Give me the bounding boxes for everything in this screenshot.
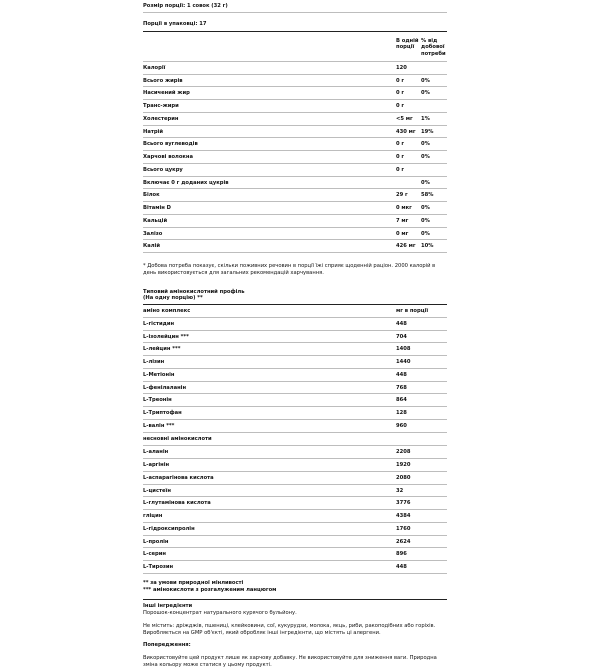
nutrient-name: Вітамін D <box>143 205 171 211</box>
amino-header-row <box>143 305 447 318</box>
amino-name: L-гідроксипролін <box>143 525 195 532</box>
amino-row <box>143 407 447 420</box>
amino-col-unit: мг в порції <box>396 308 429 314</box>
nutrient-row <box>143 113 447 126</box>
other-text2: Не містить: дріжджів, пшениці, клейковини, сої, кукурудзи, молока, яєць, риби, ракоподібних або горіхів. Виробляється на GMP об'єкті, який обробляє інші інгредієнти, що містять ці алергени. <box>143 622 436 636</box>
nutrient-name: Всього жирів <box>143 77 183 84</box>
amino-value: 2080 <box>396 474 411 481</box>
nutrient-row <box>143 100 447 113</box>
amino-row <box>143 510 447 523</box>
servings-per-container-row <box>143 13 447 32</box>
nutrient-row <box>143 177 447 190</box>
nutrient-amount: 430 мг <box>396 128 416 135</box>
amino-name: L-цистеїн <box>143 487 171 494</box>
amino-row <box>143 331 447 344</box>
amino-name: L-Триптофан <box>143 410 182 416</box>
amino-value: 3776 <box>396 500 411 507</box>
nutrient-amount: 0 г <box>396 154 405 160</box>
other-text1: Порошок-концентрат натурального курячого бульйону. <box>143 610 297 616</box>
warning-text: Використовуйте цей продукт лише як харчову добавку. Не використовуйте для зниження ваги. Природна зміна кольору може статися у цьому продукті. <box>143 655 437 668</box>
nutrient-row <box>143 87 447 100</box>
supplement-facts-panel <box>143 0 447 669</box>
nutrient-name: Насичений жир <box>143 90 190 97</box>
amino-name: L-пролін <box>143 538 169 545</box>
amino-row <box>143 548 447 561</box>
nutrient-amount: 120 <box>396 64 407 71</box>
nutrient-row <box>143 62 447 75</box>
amino-row <box>143 485 447 498</box>
amino-name: L-Метіонін <box>143 371 175 378</box>
amino-name: L-лізин <box>143 359 165 365</box>
warning-title: Попередження: <box>143 642 191 649</box>
nutrient-dv: 0% <box>421 217 430 224</box>
nutrient-row <box>143 126 447 139</box>
nutrition-footnote: * Добова потреба показує, скільки поживних речовин в порції їжі сприяє щоденній раціон. 2000 калорій в день використовується для загальних рекомендацій харчування. <box>143 263 436 276</box>
amino-title: Типовий амінокислотний профіль (На одну порцію) ** <box>143 288 245 302</box>
nutrient-row <box>143 151 447 164</box>
amino-name: L-гістидин <box>143 320 175 327</box>
nutrient-name: Холестерин <box>143 115 179 122</box>
amino-value: 448 <box>396 564 407 570</box>
nutrient-row <box>143 164 447 177</box>
nutrient-row <box>143 240 447 253</box>
amino-value: 1408 <box>396 346 411 353</box>
amino-value: 2624 <box>396 538 411 545</box>
amino-row <box>143 459 447 472</box>
nutrient-name: Кальцій <box>143 217 168 224</box>
nonessential-header: несновні амінокислоти <box>143 435 212 442</box>
amino-row <box>143 382 447 395</box>
amino-row <box>143 394 447 407</box>
nutrient-name: Всього вуглеводів <box>143 141 198 148</box>
amino-value: 960 <box>396 422 407 429</box>
nutrient-row <box>143 215 447 228</box>
nutrient-row <box>143 189 447 202</box>
nutrient-dv: 0% <box>421 77 430 84</box>
amino-name: L-Тирозин <box>143 564 174 570</box>
amino-row <box>143 343 447 356</box>
col-header-dv: % від добової потреби <box>421 37 446 57</box>
other-title: Інші інгредієнти <box>143 603 193 610</box>
nutrient-amount: 29 г <box>396 192 408 199</box>
serving-size-row <box>143 0 447 13</box>
amino-row <box>143 497 447 510</box>
other-ingredients <box>143 600 447 668</box>
amino-name: L-валін *** <box>143 422 175 429</box>
nutrient-dv: 0% <box>421 230 430 237</box>
nutrient-amount: 0 мкг <box>396 205 412 211</box>
amino-name: L-аланін <box>143 449 169 456</box>
amino-value: 32 <box>396 487 404 494</box>
nutrient-amount: 0 г <box>396 141 405 148</box>
nutrition-header-row <box>143 32 447 62</box>
amino-name: L-аспарагінова кислота <box>143 474 214 481</box>
nutrient-amount: 0 г <box>396 90 405 97</box>
nonessential-amino-rows <box>143 446 447 574</box>
amino-value: 864 <box>396 397 407 404</box>
amino-value: 2208 <box>396 449 411 456</box>
nutrient-name: Включає 0 г доданих цукрів <box>143 179 229 186</box>
col-header-amount: В одній порції <box>396 37 419 51</box>
nutrient-amount: 0 г <box>396 166 405 173</box>
nutrient-dv: 10% <box>421 243 434 250</box>
nutrient-name: Залізо <box>143 230 163 237</box>
nutrient-name: Натрій <box>143 128 163 135</box>
nutrient-amount: 0 г <box>396 103 405 109</box>
amino-row <box>143 369 447 382</box>
amino-name: L-ізолейцин *** <box>143 333 189 340</box>
amino-title-row <box>143 283 447 306</box>
amino-row <box>143 523 447 536</box>
nutrient-name: Всього цукру <box>143 166 183 173</box>
amino-name: L-глутамінова кислота <box>143 500 211 507</box>
amino-row <box>143 318 447 331</box>
nutrient-row <box>143 202 447 215</box>
nonessential-header-row <box>143 433 447 447</box>
nutrient-name: Білок <box>143 192 160 199</box>
serving-size: Розмір порції: 1 совок (32 г) <box>143 3 228 9</box>
nutrient-amount: 426 мг <box>396 243 416 250</box>
amino-value: 896 <box>396 551 407 558</box>
amino-value: 448 <box>396 371 407 378</box>
amino-value: 4384 <box>396 513 411 519</box>
nutrient-dv: 0% <box>421 141 430 148</box>
amino-name: гліцин <box>143 513 163 519</box>
nutrient-amount: 0 мг <box>396 230 409 237</box>
nutrient-amount: 0 г <box>396 77 405 84</box>
nutrient-name: Калій <box>143 243 160 250</box>
nutrient-amount: 7 мг <box>396 217 409 224</box>
amino-value: 1920 <box>396 462 411 468</box>
amino-row <box>143 356 447 369</box>
nutrient-dv: 19% <box>421 128 434 135</box>
amino-row <box>143 536 447 549</box>
nutrient-dv: 0% <box>421 205 430 211</box>
amino-value: 128 <box>396 410 407 416</box>
nutrient-amount: <5 мг <box>396 115 413 122</box>
nutrient-name: Калорії <box>143 64 166 71</box>
nutrient-row <box>143 75 447 88</box>
amino-row <box>143 420 447 433</box>
amino-name: L-аргінін <box>143 462 170 468</box>
nutrient-name: Транс-жири <box>143 103 179 109</box>
nutrient-dv: 0% <box>421 90 430 97</box>
nutrient-name: Харчові волокна <box>143 154 194 160</box>
nutrient-dv: 58% <box>421 192 434 199</box>
amino-value: 704 <box>396 333 407 340</box>
amino-value: 1760 <box>396 525 411 532</box>
amino-name: L-серин <box>143 551 166 558</box>
amino-value: 768 <box>396 384 407 391</box>
nutrient-dv: 0% <box>421 179 430 186</box>
amino-row <box>143 446 447 459</box>
amino-value: 1440 <box>396 359 411 365</box>
amino-col-name: аміно комплекс <box>143 308 191 314</box>
amino-row <box>143 561 447 574</box>
amino-row <box>143 472 447 485</box>
essential-amino-rows <box>143 318 447 433</box>
nutrient-dv: 1% <box>421 115 430 122</box>
nutrient-row <box>143 138 447 151</box>
amino-name: L-фенілаланін <box>143 384 187 391</box>
nutrition-rows <box>143 62 447 253</box>
amino-name: L-лейцин *** <box>143 346 181 353</box>
amino-name: L-Треонін <box>143 397 172 404</box>
nutrient-row <box>143 228 447 241</box>
nutrient-dv: 0% <box>421 154 430 160</box>
servings-per-container: Порції в упаковці: 17 <box>143 20 207 27</box>
amino-notes: ** за умови природної мінливості *** амінокислоти з розгалуженим ланцюгом <box>143 574 447 601</box>
amino-value: 448 <box>396 320 407 327</box>
